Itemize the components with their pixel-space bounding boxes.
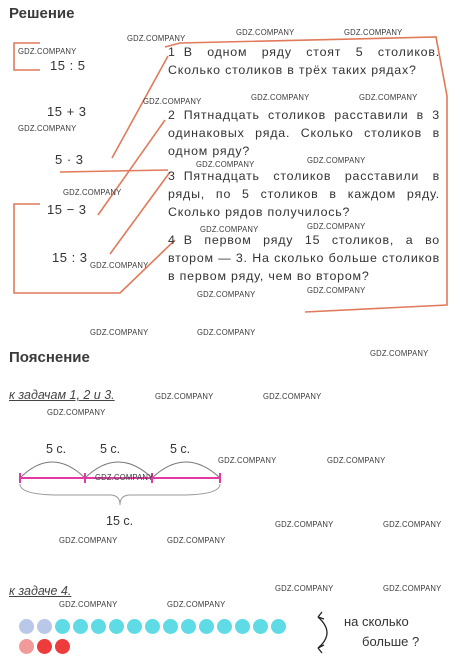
watermark: GDZ.COMPANY: [275, 583, 334, 593]
task-number: 1: [168, 45, 176, 59]
explanation-heading: Пояснение: [9, 349, 90, 366]
watermark: GDZ.COMPANY: [59, 599, 118, 609]
watermark: GDZ.COMPANY: [307, 285, 366, 295]
watermark: GDZ.COMPANY: [63, 187, 122, 197]
watermark: GDZ.COMPANY: [197, 327, 256, 337]
watermark: GDZ.COMPANY: [307, 155, 366, 165]
watermark: GDZ.COMPANY: [370, 348, 429, 358]
watermark: GDZ.COMPANY: [18, 123, 77, 133]
watermark: GDZ.COMPANY: [18, 46, 77, 56]
watermark: GDZ.COMPANY: [47, 407, 106, 417]
solution-heading: Решение: [9, 5, 75, 22]
watermark: GDZ.COMPANY: [90, 327, 149, 337]
task-text: Пятнадцать столиков расставили в ряды, по 5 столиков в каждом ряду. Сколько рядов получилось?: [168, 169, 440, 219]
expression-5: 15 : 3: [52, 250, 88, 265]
part1-label: к задачам 1, 2 и 3.: [9, 388, 115, 402]
segment-label-2: 5 с.: [100, 442, 121, 456]
watermark: GDZ.COMPANY: [155, 391, 214, 401]
task-number: 3: [168, 169, 176, 183]
watermark: GDZ.COMPANY: [200, 224, 259, 234]
task-text: Пятнадцать столиков расставили в 3 одинаковых ряда. Сколько столиков в одном ряду?: [168, 108, 440, 158]
watermark: GDZ.COMPANY: [59, 535, 118, 545]
watermark: GDZ.COMPANY: [167, 535, 226, 545]
watermark: GDZ.COMPANY: [143, 96, 202, 106]
watermark: GDZ.COMPANY: [197, 289, 256, 299]
watermark: GDZ.COMPANY: [90, 260, 149, 270]
watermark: GDZ.COMPANY: [344, 27, 403, 37]
segment-label-1: 5 с.: [46, 442, 67, 456]
watermark: GDZ.COMPANY: [167, 599, 226, 609]
watermark: GDZ.COMPANY: [236, 27, 295, 37]
question-line-2: больше ?: [362, 634, 420, 649]
task-number: 2: [168, 108, 176, 122]
total-label: 15 с.: [106, 514, 134, 528]
segment-label-3: 5 с.: [170, 442, 191, 456]
watermark: GDZ.COMPANY: [263, 391, 322, 401]
watermark: GDZ.COMPANY: [275, 519, 334, 529]
watermark: GDZ.COMPANY: [196, 159, 255, 169]
watermark: GDZ.COMPANY: [359, 92, 418, 102]
watermark: GDZ.COMPANY: [127, 33, 186, 43]
watermark: GDZ.COMPANY: [218, 455, 277, 465]
expression-1: 15 : 5: [50, 58, 86, 73]
expression-2: 15 + 3: [47, 104, 87, 119]
task-number: 4: [168, 233, 176, 247]
watermark: GDZ.COMPANY: [383, 583, 442, 593]
question-line-1: на сколько: [344, 614, 409, 629]
watermark: GDZ.COMPANY: [307, 221, 366, 231]
part2-label: к задаче 4.: [9, 584, 72, 598]
watermark: GDZ.COMPANY: [383, 519, 442, 529]
watermark: GDZ.COMPANY: [251, 92, 310, 102]
task-text: В одном ряду стоят 5 столиков. Сколько столиков в трёх таких рядах?: [168, 45, 440, 77]
watermark: GDZ.COMPANY: [327, 455, 386, 465]
watermark: GDZ.COMPANY: [95, 472, 154, 482]
expression-4: 15 − 3: [47, 202, 87, 217]
expression-3: 5 · 3: [55, 152, 84, 167]
task-text: В первом ряду 15 столиков, а во втором — 3. На сколько больше столиков в первом ряду, чем во втором?: [168, 233, 440, 283]
